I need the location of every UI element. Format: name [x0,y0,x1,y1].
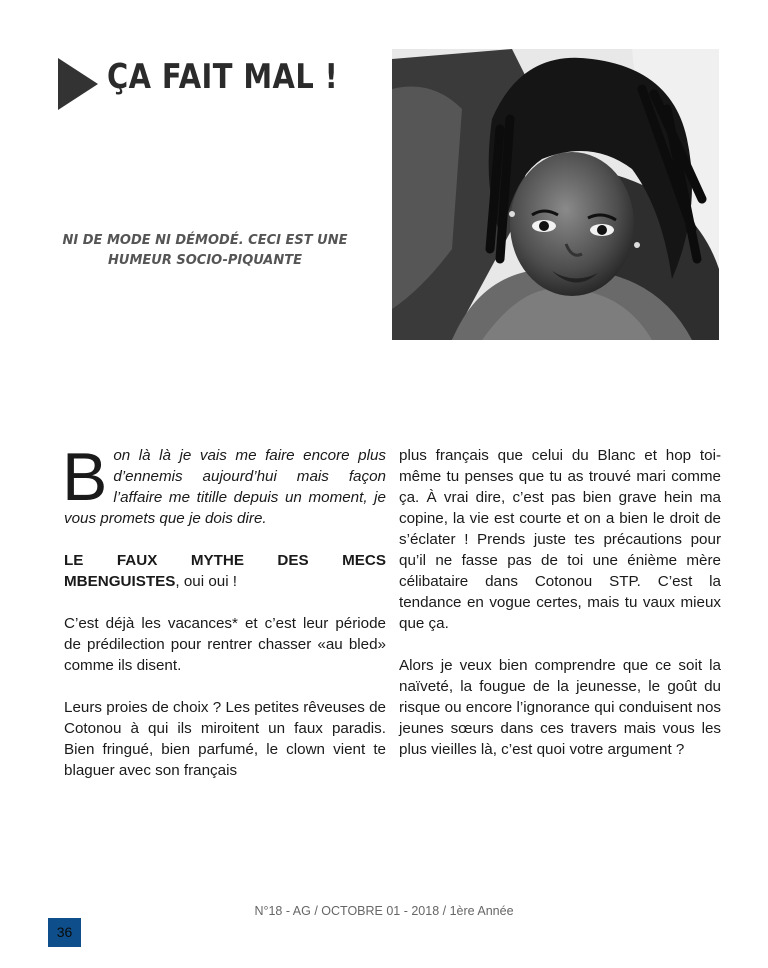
play-triangle-icon [58,58,98,110]
section-heading-rest: , oui oui ! [175,573,238,590]
intro-text: on là là je vais me faire encore plus d’ennemis aujourd’hui mais façon l’affaire me titille depuis un moment, je vous promets que je dois dire. [64,447,386,527]
paragraph-vacances: C’est déjà les vacances* et c’est leur période de prédilection pour rentrer chasser «au bled» comme ils disent. [64,615,386,674]
subtitle-line-2: HUMEUR SOCIO-PIQUANTE [108,253,302,268]
subtitle-line-1: NI DE MODE NI DÉMODÉ. CECI EST UNE [62,233,348,248]
paragraph-proies: Leurs proies de choix ? Les petites rêveuses de Cotonou à qui ils miroitent un faux paradis. Bien fringué, bien parfumé, le clown vient te blaguer avec son français [64,699,386,779]
portrait-photo [392,49,719,340]
issue-footer: N°18 - AG / OCTOBRE 01 - 2018 / 1ère Année [254,904,514,918]
section-heading-paragraph [64,550,386,592]
intro-paragraph [62,439,386,529]
section-heading: LE FAUX MYTHE DES MECS MBENGUISTES [64,552,386,590]
drop-cap: B [62,439,108,515]
article-column-left [62,439,386,802]
subtitle [40,231,370,271]
paragraph-argument: Alors je veux bien comprendre que ce soit la naïveté, la fougue de la jeunesse, le goût du risque ou encore l’ignorance qui conduisent nos jeunes sœurs dans ces travers mais vous les plus vieilles là, c’est quoi votre argument ? [399,657,721,758]
page-title: ÇA FAIT MAL ! [107,57,339,97]
page-number-badge: 36 [48,918,81,947]
paragraph-continuation: plus français que celui du Blanc et hop toi-même tu penses que tu as trouvé mari comme ça. À vrai dire, c’est pas bien grave hein ma copine, la vie est courte et on a bien le droit de s’éclater ! Prends juste tes précautions pour qu’il ne fasse pas de toi une énième mère célibataire dans Cotonou STP. C’est la tendance en vogue certes, mais tu vaux mieux que ça. [399,447,721,632]
article-column-right [399,445,721,781]
